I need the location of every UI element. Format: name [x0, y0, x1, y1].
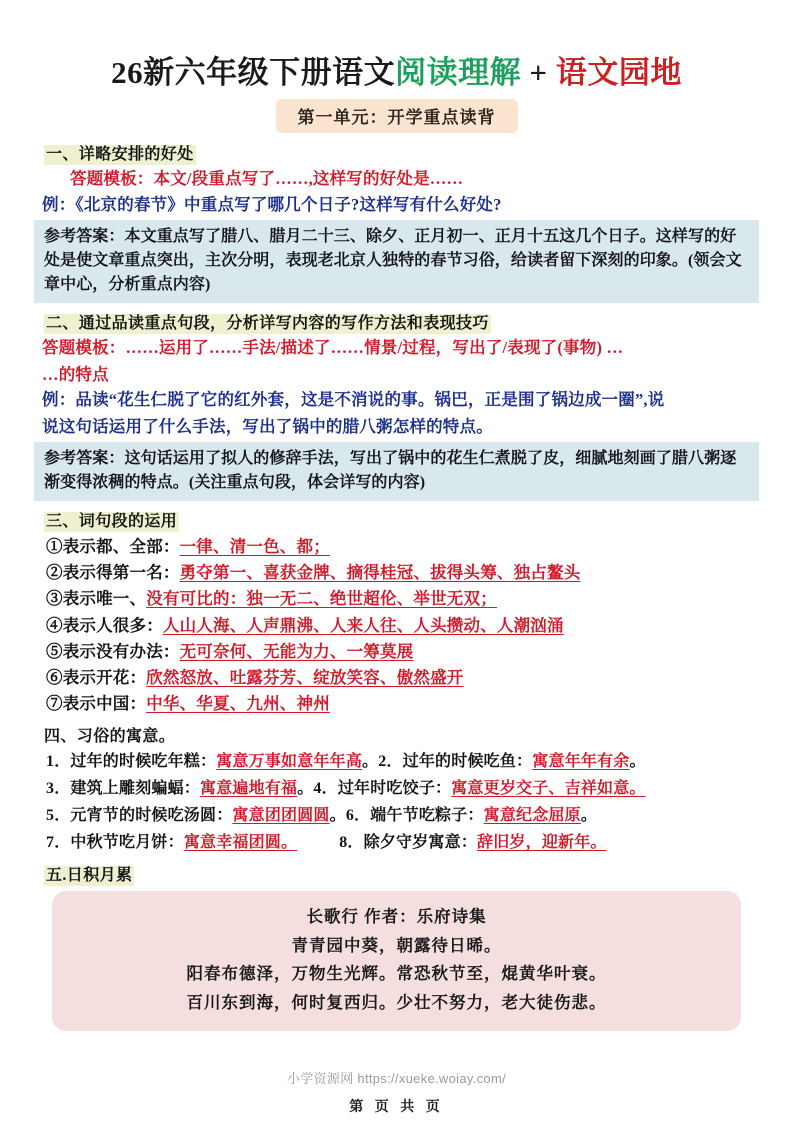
- row-left-number: 3．: [46, 779, 71, 797]
- item-number: ⑤: [46, 641, 63, 661]
- item-label: 表示得第一名：: [62, 563, 180, 583]
- reference-answer-two: 参考答案：这句话运用了拟人的修辞手法，写出了锅中的花生仁煮脱了皮，细腻地刻画了腊八粥逐渐变得浓稠的特点。(关注重点句段，体会详写的内容): [34, 442, 759, 501]
- row-right-label: 除夕守岁寓意：: [363, 833, 478, 851]
- table-row: [46, 830, 759, 856]
- row-left-answer: 寓意幸福团圆。: [183, 833, 298, 851]
- row-left-answer: 寓意遍地有福: [200, 779, 298, 797]
- item-answer: 人山人海、人声鼎沸、人来人往、人头攒动、人潮汹涌: [162, 615, 564, 635]
- item-label: 表示唯一、: [62, 589, 147, 609]
- table-row: [46, 803, 759, 829]
- item-number: ③: [46, 589, 63, 609]
- item-label: 表示没有办法：: [62, 641, 180, 661]
- row-right-answer: 寓意年年有余: [532, 752, 630, 770]
- row-left-label: 建筑上雕刻蝙蝠：: [70, 779, 201, 797]
- row-right-tail: 。: [580, 806, 598, 824]
- title-segment-green: 阅读理解: [395, 55, 522, 90]
- item-number: ②: [46, 563, 63, 583]
- row-right-label: 过年时吃饺子：: [337, 779, 452, 797]
- list-item: [46, 586, 759, 611]
- row-left-tail: 。: [297, 779, 314, 797]
- example-question-two-cont: 说这句话运用了什么手法，写出了锅中的腊八粥怎样的特点。: [42, 417, 493, 437]
- poem-line: 青青园中葵，朝露待日晞。: [291, 935, 502, 955]
- section-heading-one: 一、详略安排的好处: [46, 145, 194, 163]
- row-left-number: 1．: [46, 752, 71, 770]
- row-left-number: 5．: [46, 806, 71, 824]
- answer-template-one: 答题模板：本文/段重点写了……,这样写的好处是……: [70, 168, 464, 188]
- list-item: [46, 665, 759, 690]
- row-right-number: 6．: [345, 806, 371, 824]
- section-heading-four: 四、习俗的寓意。: [44, 727, 176, 745]
- row-left-number: 7．: [46, 833, 71, 851]
- item-answer: 一律、清一色、都；: [179, 537, 330, 557]
- item-answer: 没有可比的：独一无二、绝世超伦、举世无双；: [146, 589, 497, 609]
- section-heading-two: 二、通过品读重点句段，分析详写内容的写作方法和表现技巧: [46, 314, 489, 332]
- title-segment-red: 语文园地: [555, 55, 682, 90]
- row-right-label: 端午节吃粽子：: [370, 806, 484, 824]
- unit-badge: 第一单元：开学重点读背: [276, 99, 518, 133]
- row-left-label: 中秋节吃月饼：: [70, 833, 184, 851]
- reference-answer-one: 参考答案：本文重点写了腊八、腊月二十三、除夕、正月初一、正月十五这几个日子。这样写的好处是使文章重点突出，主次分明，表现老北京人独特的春节习俗，给读者留下深刻的印象。(领会文章中心，分析重点内容): [34, 220, 759, 303]
- poem-line: 阳春布德泽，万物生光辉。常恐秋节至，焜黄华叶衰。: [186, 964, 607, 984]
- answer-template-two-cont: …的特点: [42, 364, 109, 384]
- row-right-tail: 。: [629, 752, 646, 770]
- row-right-number: 2．: [378, 752, 403, 770]
- item-answer: 欣然怒放、吐露芬芳、绽放笑容、傲然盛开: [146, 667, 464, 687]
- row-left-tail: 。: [362, 752, 379, 770]
- item-number: ④: [46, 615, 63, 635]
- item-label: 表示人很多：: [62, 615, 163, 635]
- row-right-answer: 寓意纪念屈原: [483, 806, 581, 824]
- section-heading-three: 三、词句段的运用: [46, 513, 178, 531]
- table-row: [46, 776, 759, 802]
- item-answer: 勇夺第一、喜获金牌、摘得桂冠、拔得头筹、独占鳌头: [179, 563, 581, 583]
- item-label: 表示都、全部：: [62, 537, 180, 557]
- unit-badge-container: [34, 99, 759, 133]
- poem-line: 百川东到海，何时复西归。少壮不努力，老大徒伤悲。: [186, 992, 607, 1012]
- item-label: 表示开花：: [62, 667, 147, 687]
- title-segment-black: 26新六年级下册语文: [111, 55, 396, 90]
- row-left-tail: 。: [329, 806, 346, 824]
- row-left-answer: 寓意万事如意年年高: [216, 752, 363, 770]
- page-number: 第 页 共 页: [349, 1100, 444, 1115]
- row-left-label: 元宵节的时候吃汤圆：: [70, 806, 233, 824]
- page-title: [34, 54, 759, 93]
- row-left-answer: 寓意团团圆圆: [232, 806, 330, 824]
- item-label: 表示中国：: [62, 693, 147, 713]
- site-watermark: 小学资源网 https://xueke.woiay.com/: [287, 1071, 506, 1086]
- item-number: ⑥: [46, 667, 63, 687]
- example-question-two: 例：品读“花生仁脱了它的红外套，这是不消说的事。锅巴，正是围了锅边成一圈”,说: [42, 390, 665, 410]
- row-right-answer: 寓意更岁交子、吉祥如意。: [451, 779, 646, 797]
- list-item: [46, 639, 759, 664]
- section-heading-five: 五.日积月累: [46, 867, 133, 885]
- table-row: [46, 749, 759, 775]
- title-plus-sign: +: [521, 55, 556, 90]
- row-right-answer: 辞旧岁，迎新年。: [477, 833, 607, 851]
- item-answer: 无可奈何、无能为力、一筹莫展: [179, 641, 414, 661]
- list-item: [46, 691, 759, 716]
- list-item: [46, 613, 759, 638]
- answer-template-two: 答题模板：……运用了……手法/描述了……情景/过程，写出了/表现了(事物) …: [42, 337, 624, 357]
- row-right-number: 4．: [313, 779, 338, 797]
- list-item: [46, 560, 759, 585]
- item-number: ⑦: [46, 693, 63, 713]
- poem-box: [52, 891, 741, 1031]
- item-answer: 中华、华夏、九州、神州: [146, 693, 330, 713]
- row-right-label: 过年的时候吃鱼：: [402, 752, 533, 770]
- example-question-one: 例：《北京的春节》中重点写了哪几个日子?这样写有什么好处?: [42, 194, 502, 214]
- poem-title-line: 长歌行 作者：乐府诗集: [306, 907, 487, 927]
- item-number: ①: [46, 537, 63, 557]
- customs-meaning-list: [34, 749, 759, 856]
- row-right-number: 8．: [339, 833, 364, 851]
- row-left-label: 过年的时候吃年糕：: [70, 752, 217, 770]
- list-item: [46, 534, 759, 559]
- word-usage-list: [34, 534, 759, 716]
